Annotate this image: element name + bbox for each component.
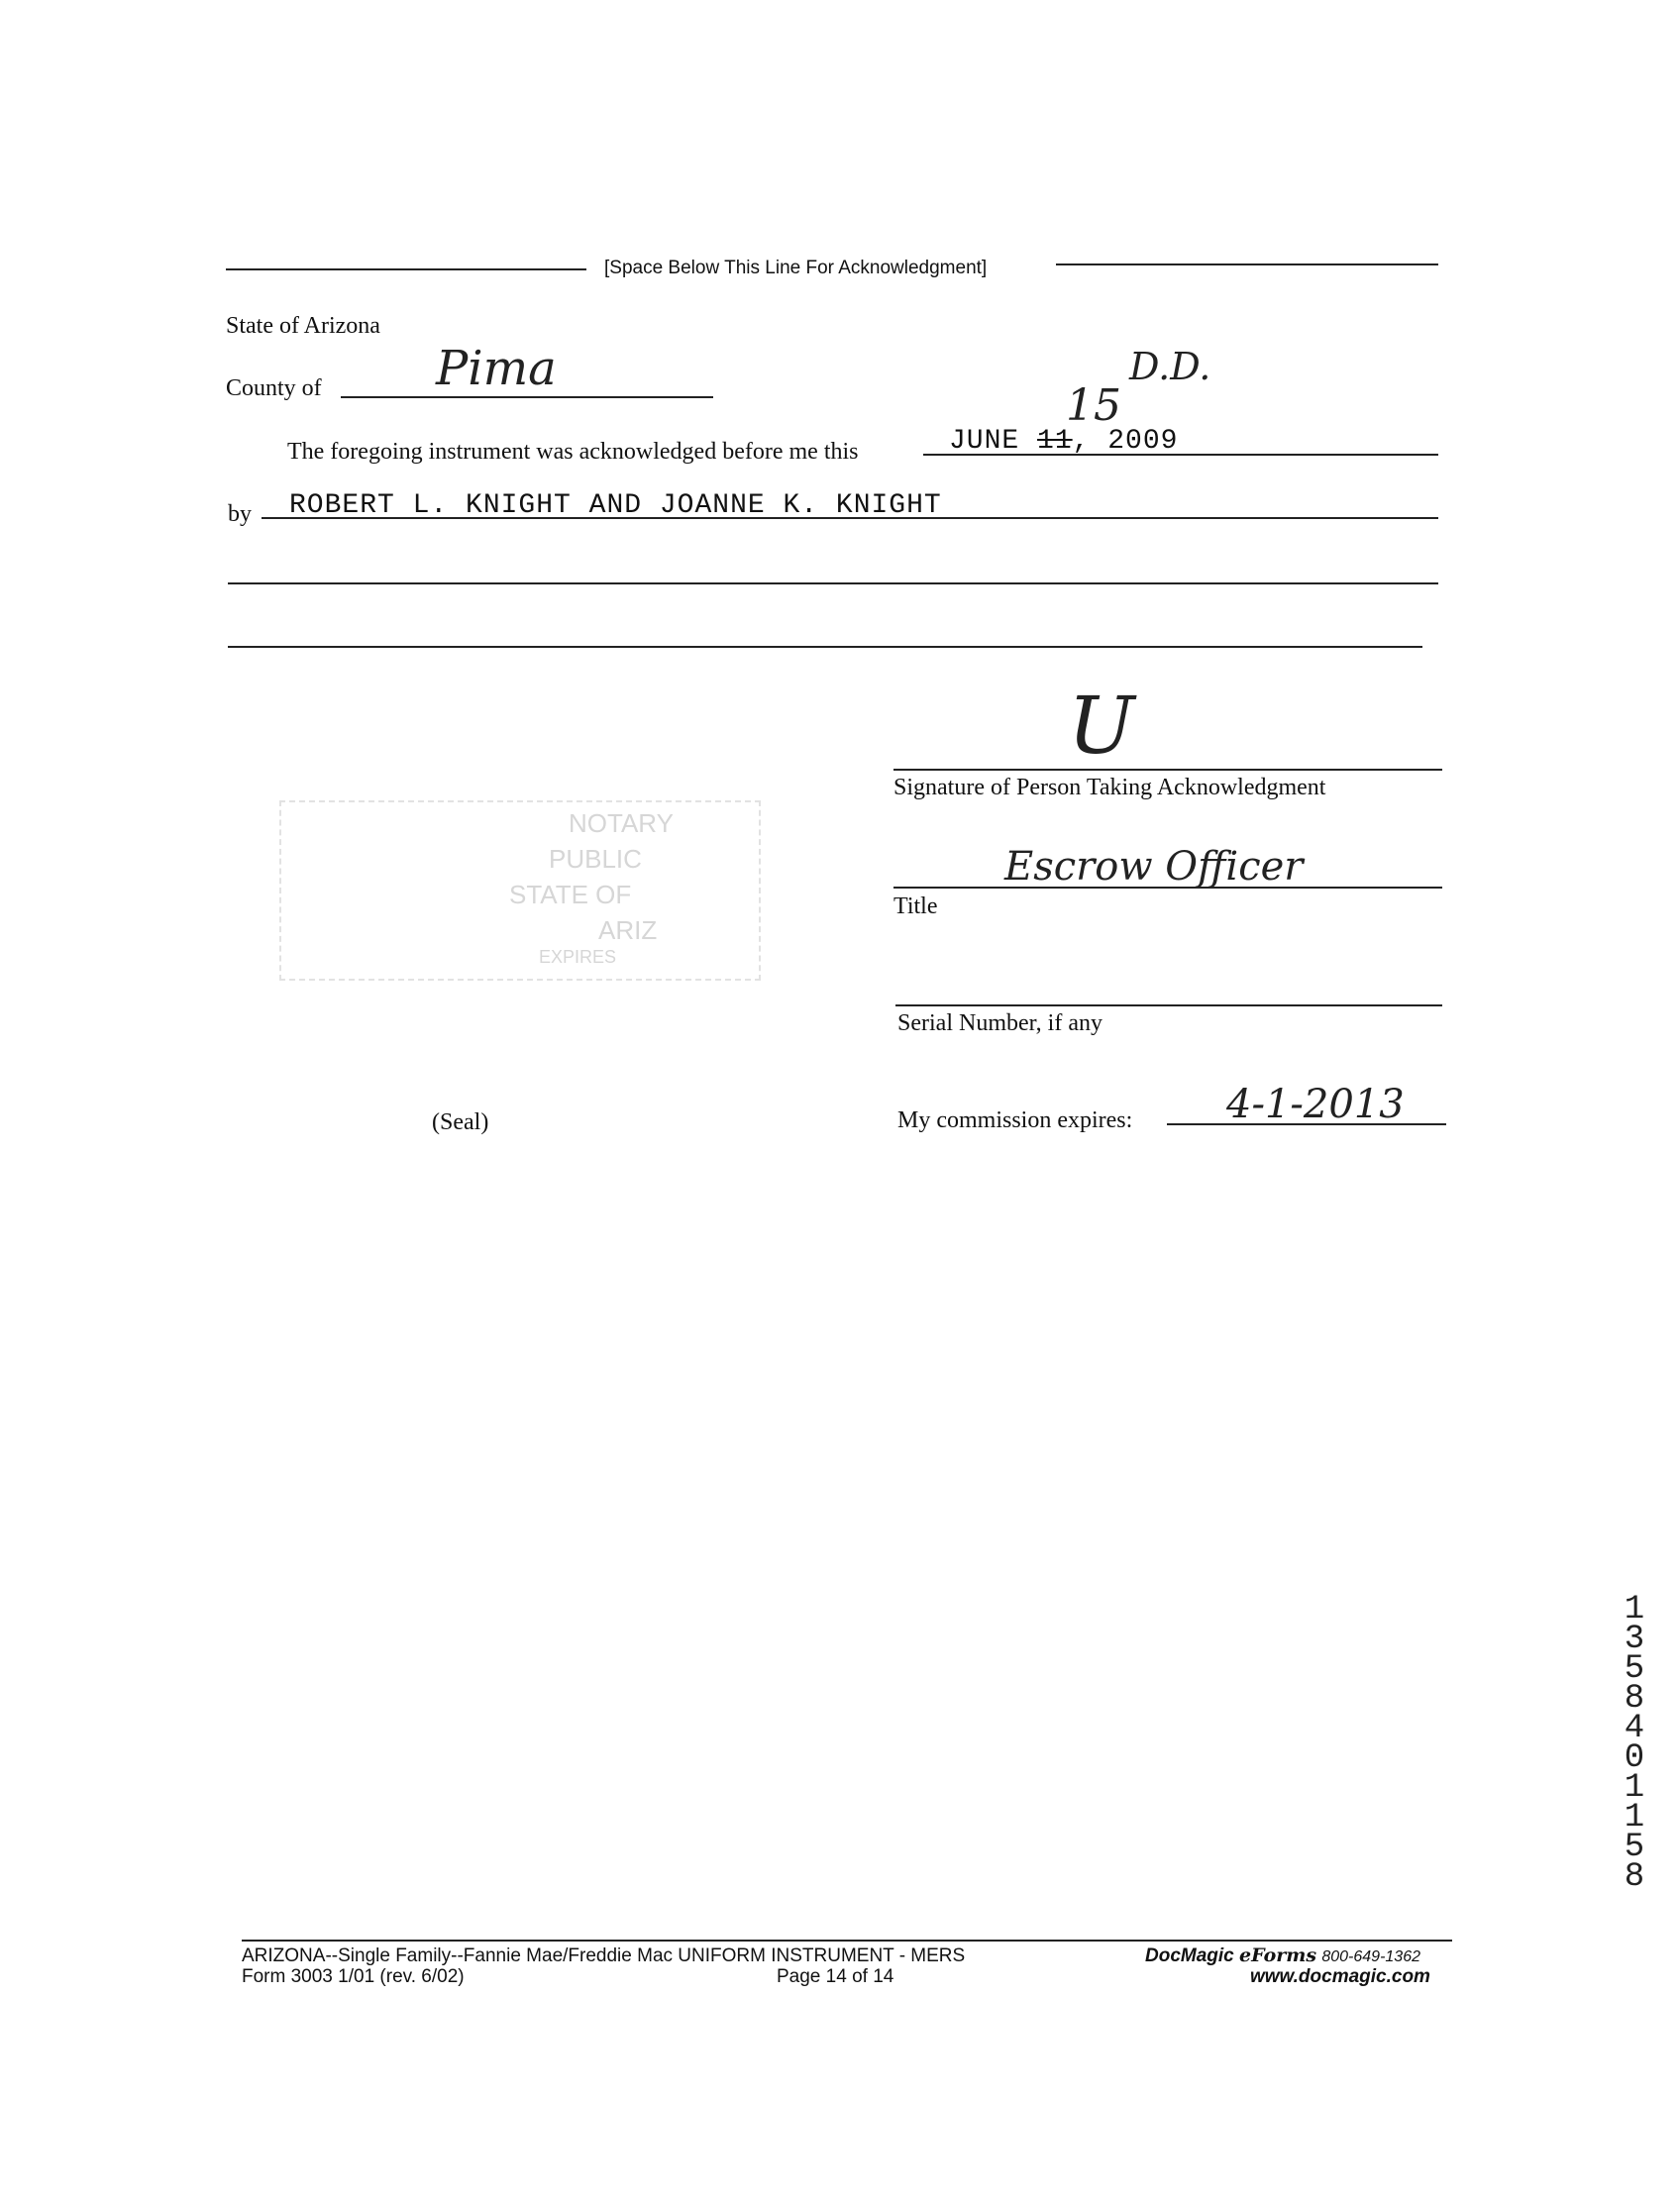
title-label: Title xyxy=(893,893,938,919)
notary-stamp-faded: NOTARY PUBLIC STATE OF ARIZ EXPIRES xyxy=(279,800,761,981)
acknowledgment-date xyxy=(949,426,1178,457)
signers-names: ROBERT L. KNIGHT AND JOANNE K. KNIGHT xyxy=(289,490,942,521)
footer-website: www.docmagic.com xyxy=(1250,1966,1430,1987)
eforms-logo: eForms xyxy=(1239,1944,1317,1966)
signature-label: Signature of Person Taking Acknowledgment xyxy=(893,775,1326,800)
footer-phone: 800-649-1362 xyxy=(1321,1948,1420,1965)
commission-label: My commission expires: xyxy=(897,1107,1133,1133)
serial-label: Serial Number, if any xyxy=(897,1010,1102,1036)
commission-expiration-handwritten: 4-1-2013 xyxy=(1226,1082,1405,1127)
signature-mark: U xyxy=(1068,680,1135,772)
date-struck-day: 11 xyxy=(1037,426,1073,457)
footer-instrument-line: ARIZONA--Single Family--Fannie Mae/Freddie Mac UNIFORM INSTRUMENT - MERS xyxy=(242,1945,966,1966)
footer-rule xyxy=(242,1940,1452,1942)
docmagic-logo: DocMagic xyxy=(1145,1945,1234,1966)
header-rule-left xyxy=(226,268,586,270)
header-rule-right xyxy=(1056,263,1438,265)
seal-label: (Seal) xyxy=(432,1109,489,1135)
footer-form-number: Form 3003 1/01 (rev. 6/02) xyxy=(242,1966,465,1987)
footer-page-number: Page 14 of 14 xyxy=(777,1966,894,1987)
foregoing-text: The foregoing instrument was acknowledged before me this xyxy=(287,439,859,465)
title-handwritten: Escrow Officer xyxy=(1004,844,1304,890)
by-label: by xyxy=(228,501,252,527)
footer-brand xyxy=(1145,1945,1420,1967)
acknowledgment-divider-text: [Space Below This Line For Acknowledgment] xyxy=(604,258,988,278)
signature-line xyxy=(893,769,1442,771)
county-handwritten: Pima xyxy=(436,341,557,396)
side-document-number: 1 3 5 8 4 0 1 1 5 8 xyxy=(1624,1591,1645,1896)
date-month: JUNE xyxy=(949,426,1020,457)
blank-line-1 xyxy=(228,582,1438,584)
title-line xyxy=(893,887,1442,889)
date-correction-handwritten: 15 xyxy=(1066,380,1121,431)
serial-line xyxy=(895,1004,1442,1006)
blank-line-2 xyxy=(228,646,1422,648)
county-label: County of xyxy=(226,375,322,401)
date-initials-handwritten: D.D. xyxy=(1129,345,1211,388)
county-line xyxy=(341,396,713,398)
date-year: , 2009 xyxy=(1072,426,1179,457)
state-label: State of Arizona xyxy=(226,313,380,339)
